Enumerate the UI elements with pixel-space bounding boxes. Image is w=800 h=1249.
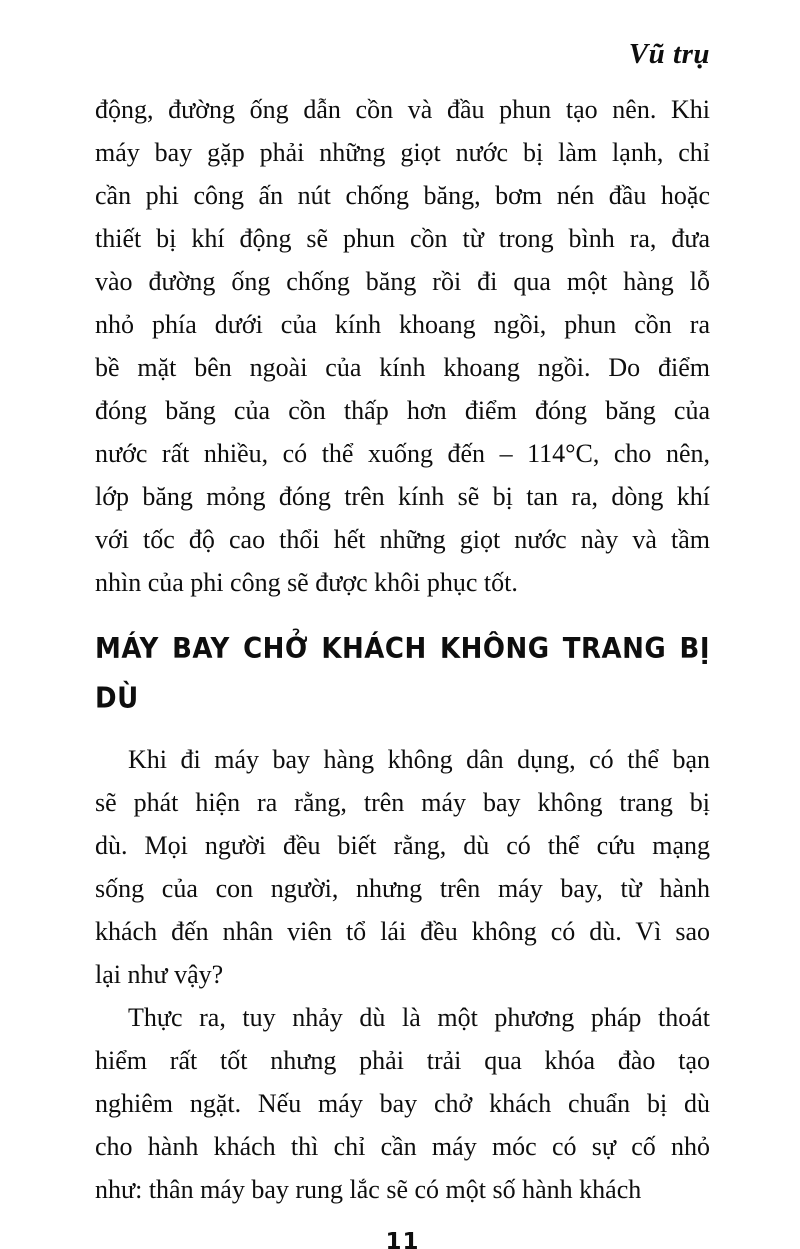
text-line: cần phi công ấn nút chống băng, bơm nén đầu hoặc	[95, 181, 710, 210]
text-line: dù. Mọi người đều biết rằng, dù có thể cứu mạng	[95, 831, 710, 860]
paragraph	[95, 88, 710, 604]
text-line: Thực ra, tuy nhảy dù là một phương pháp thoát	[128, 1003, 710, 1032]
text-line: khách đến nhân viên tổ lái đều không có dù. Vì sao	[95, 917, 710, 946]
text-line: đóng băng của cồn thấp hơn điểm đóng băng của	[95, 396, 710, 425]
text-line: nghiêm ngặt. Nếu máy bay chở khách chuẩn bị dù	[95, 1089, 710, 1118]
text-line: với tốc độ cao thổi hết những giọt nước này và tầm	[95, 525, 710, 554]
text-line: động, đường ống dẫn cồn và đầu phun tạo nên. Khi	[95, 95, 710, 124]
text-line: Khi đi máy bay hàng không dân dụng, có thể bạn	[128, 745, 710, 774]
paragraph-group-after-heading	[95, 738, 710, 1211]
page-body-text	[95, 88, 710, 1211]
text-line: nhìn của phi công sẽ được khôi phục tốt.	[95, 568, 518, 597]
text-line: bề mặt bên ngoài của kính khoang ngồi. Do điểm	[95, 353, 710, 382]
text-line: máy bay gặp phải những giọt nước bị làm lạnh, chỉ	[95, 138, 710, 167]
text-line: nước rất nhiều, có thể xuống đến – 114°C, cho nên,	[95, 439, 710, 468]
text-line: thiết bị khí động sẽ phun cồn từ trong bình ra, đưa	[95, 224, 710, 253]
paragraph	[95, 738, 710, 996]
text-line: nhỏ phía dưới của kính khoang ngồi, phun cồn ra	[95, 310, 710, 339]
text-line: cho hành khách thì chỉ cần máy móc có sự cố nhỏ	[95, 1132, 710, 1161]
text-line: hiểm rất tốt nhưng phải trải qua khóa đào tạo	[95, 1046, 710, 1075]
text-line: lớp băng mỏng đóng trên kính sẽ bị tan ra, dòng khí	[95, 482, 710, 511]
paragraph	[95, 996, 710, 1211]
text-line: vào đường ống chống băng rồi đi qua một hàng lỗ	[95, 267, 710, 296]
text-line: sống của con người, nhưng trên máy bay, từ hành	[95, 874, 710, 903]
running-header-book-title: Vũ trụ	[628, 38, 710, 70]
page-number: 11	[385, 1229, 420, 1249]
section-heading: MÁY BAY CHỞ KHÁCH KHÔNG TRANG BỊ DÙ	[95, 632, 710, 716]
text-line: như: thân máy bay rung lắc sẽ có một số hành khách	[95, 1175, 642, 1204]
paragraph-group-before-heading	[95, 88, 710, 604]
text-line: sẽ phát hiện ra rằng, trên máy bay không trang bị	[95, 788, 710, 817]
text-line: lại như vậy?	[95, 960, 224, 989]
